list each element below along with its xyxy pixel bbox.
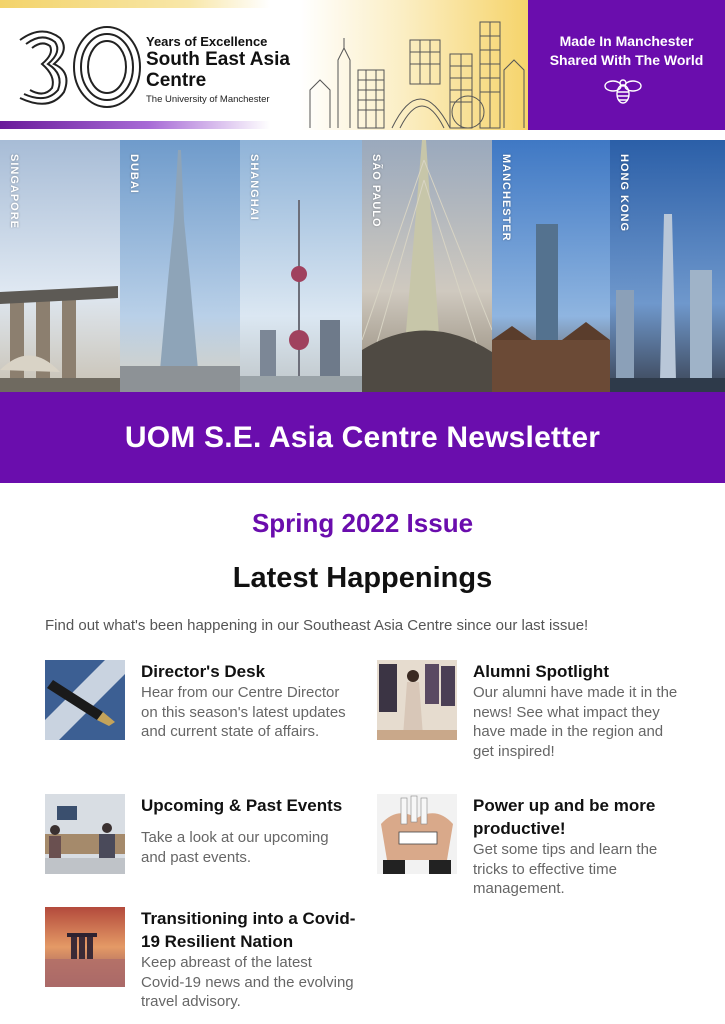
city-label: SÃO PAULO — [370, 154, 382, 228]
city-panel-sao-paulo — [362, 140, 492, 392]
article-description: Hear from our Centre Director on this season's latest updates and current state of affairs. — [141, 684, 346, 740]
city-label: SINGAPORE — [8, 154, 20, 230]
city-photo-strip — [0, 140, 725, 392]
header-purple-stripe — [0, 121, 270, 129]
city-panel-dubai — [120, 140, 240, 392]
article-description: Keep abreast of the latest Covid-19 news and the evolving travel advisory. — [141, 954, 354, 1010]
city-label: MANCHESTER — [500, 154, 512, 242]
article-title[interactable]: Alumni Spotlight — [473, 662, 609, 681]
article-description: Our alumni have made it in the news! See what impact they have made in the region and get inspired! — [473, 684, 678, 760]
city-panel-manchester — [492, 140, 610, 392]
article-title[interactable]: Director's Desk — [141, 662, 266, 681]
newsletter-banner — [0, 392, 725, 483]
article-thumbnail[interactable] — [377, 660, 457, 740]
issue-title: Spring 2022 Issue — [251, 508, 474, 538]
article-thumbnail[interactable] — [45, 907, 125, 987]
newsletter-header — [0, 0, 725, 130]
motto-line1: Made In Manchester — [559, 33, 694, 49]
city-skyline-illustration — [300, 0, 528, 130]
section-title: Latest Happenings — [232, 562, 493, 594]
article-title[interactable]: Power up and be more productive! — [473, 796, 656, 838]
city-panel-shanghai — [240, 140, 362, 392]
article-description: Take a look at our upcoming and past events. — [141, 829, 329, 866]
article-title[interactable]: Transitioning into a Covid-19 Resilient Nation — [141, 909, 356, 951]
city-label: SHANGHAI — [248, 154, 260, 221]
manchester-bee-icon — [604, 76, 642, 106]
intro-text: Find out what's been happening in our Southeast Asia Centre since our last issue! — [45, 617, 589, 634]
centre-name-line2: Centre — [146, 70, 207, 91]
article-thumbnail[interactable] — [45, 794, 125, 874]
years-of-excellence: Years of Excellence — [146, 34, 268, 49]
article-thumbnail[interactable] — [45, 660, 125, 740]
thirty-years-logo — [12, 22, 142, 112]
centre-logo-text — [146, 34, 290, 105]
article-thumbnail[interactable] — [377, 794, 457, 874]
header-gold-stripe — [0, 0, 270, 8]
article-title[interactable]: Upcoming & Past Events — [141, 796, 343, 815]
motto — [528, 32, 725, 70]
motto-line2: Shared With The World — [549, 52, 704, 68]
university-name: The University of Manchester — [146, 94, 270, 105]
newsletter-title: UOM S.E. Asia Centre Newsletter — [124, 420, 601, 454]
city-panel-hong-kong — [610, 140, 725, 392]
city-label: HONG KONG — [618, 154, 630, 233]
city-label: DUBAI — [128, 154, 140, 194]
city-panel-singapore — [0, 140, 120, 392]
article-description: Get some tips and learn the tricks to effective time management. — [473, 841, 658, 897]
centre-name-line1: South East Asia — [146, 49, 290, 70]
